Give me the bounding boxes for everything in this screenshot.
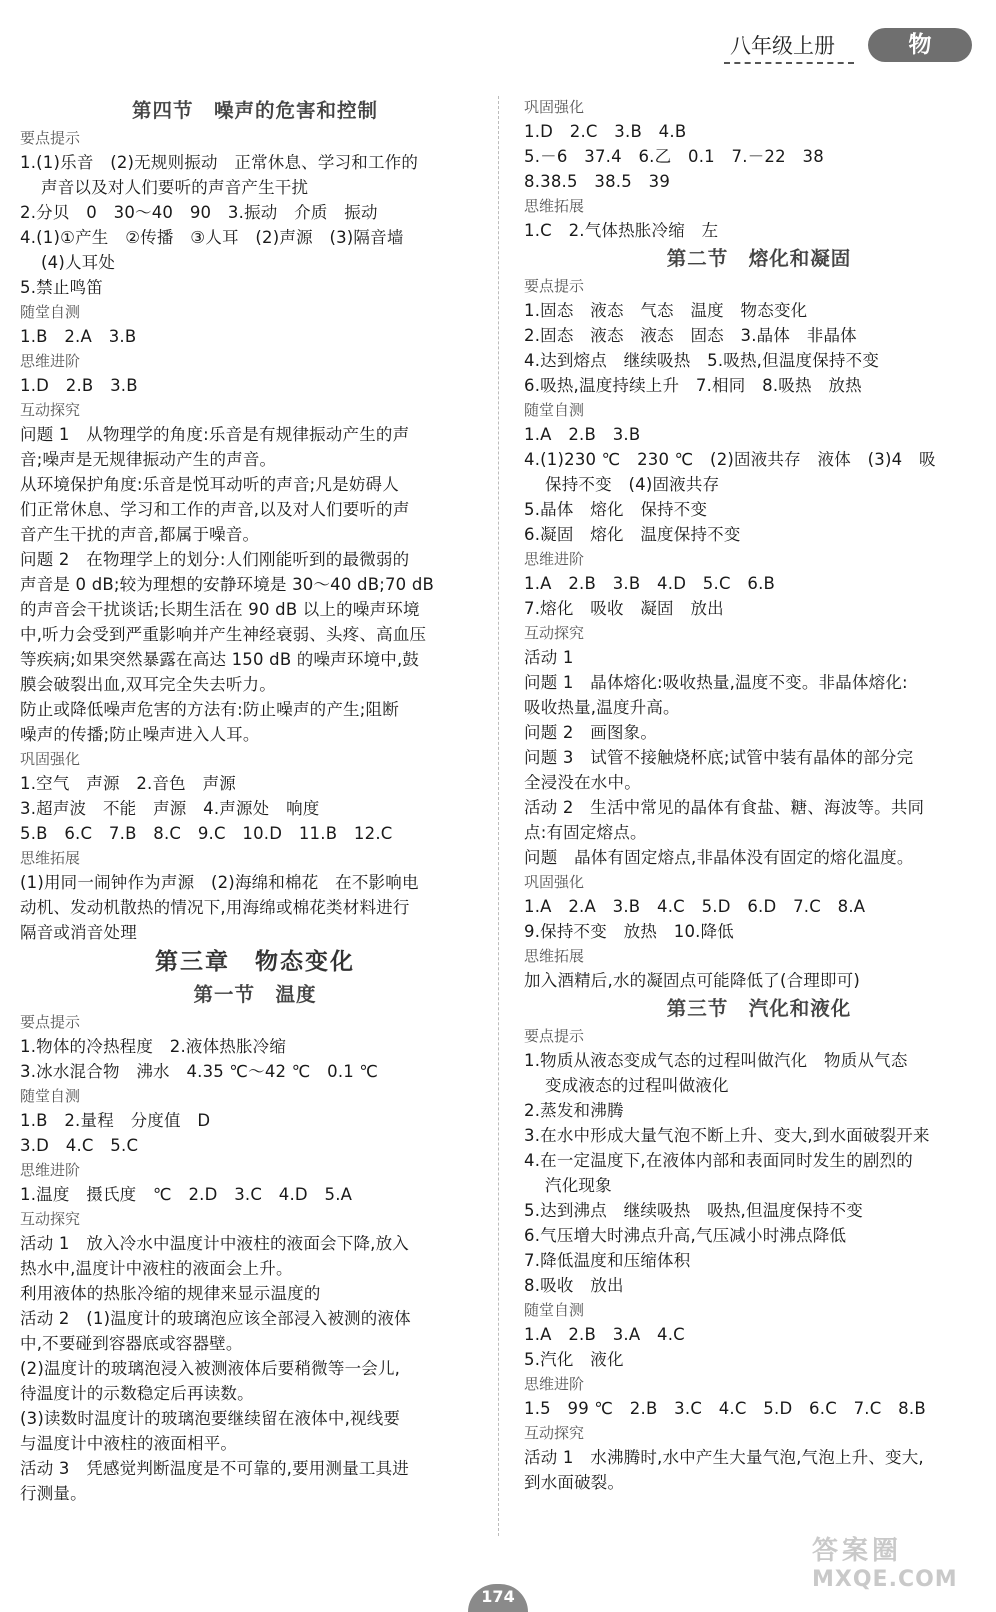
- answer-line: 1.A 2.B 3.B 4.D 5.C 6.B: [524, 574, 776, 593]
- answer-line: 4.(1)①产生 ②传播 ③人耳 (2)声源 (3)隔音墙: [20, 228, 404, 247]
- section-title: 第二节 熔化和凝固: [666, 247, 852, 270]
- answer-line: 8.38.5 38.5 39: [524, 172, 671, 191]
- answer-line: 吸收热量,温度升高。: [524, 698, 680, 717]
- answer-line: 中,不要碰到容器底或容器壁。: [20, 1334, 243, 1353]
- answer-line: 7.熔化 吸收 凝固 放出: [524, 599, 724, 618]
- subsection-label: 互动探究: [20, 1210, 81, 1228]
- answer-line: 们正常休息、学习和工作的声音,以及对人们要听的声: [20, 500, 410, 519]
- answer-line: 2.固态 液态 液态 固态 3.晶体 非晶体: [524, 326, 857, 345]
- answer-line: 活动 1 水沸腾时,水中产生大量气泡,气泡上升、变大,: [524, 1448, 924, 1467]
- answer-line: 中,听力会受到严重影响并产生神经衰弱、头疼、高血压: [20, 625, 427, 644]
- subsection-label: 要点提示: [20, 129, 81, 147]
- answer-line: 6.气压增大时沸点升高,气压减小时沸点降低: [524, 1226, 847, 1245]
- section-title: 第三节 汽化和液化: [666, 997, 852, 1020]
- answer-line: 1.A 2.B 3.B: [524, 425, 641, 444]
- answer-line: 7.降低温度和压缩体积: [524, 1251, 691, 1270]
- answer-line: 待温度计的示数稳定后再读数。: [20, 1384, 254, 1403]
- page-header: [0, 0, 996, 92]
- subject-tab: 物 理: [868, 28, 972, 62]
- answer-line: 5.晶体 熔化 保持不变: [524, 500, 708, 519]
- answer-line: 与温度计中液柱的液面相平。: [20, 1434, 238, 1453]
- answer-line: 热水中,温度计中液柱的液面会上升。: [20, 1259, 293, 1278]
- answer-line: 1.A 2.A 3.B 4.C 5.D 6.D 7.C 8.A: [524, 897, 866, 916]
- answer-line: 4.在一定温度下,在液体内部和表面同时发生的剧烈的: [524, 1151, 913, 1170]
- subsection-label: 思维拓展: [524, 197, 585, 215]
- answer-line-continued: 声音以及对人们要听的声音产生干扰: [41, 178, 309, 197]
- section-title: 第一节 温度: [193, 983, 317, 1006]
- answer-line: (2)温度计的玻璃泡浸入被测液体后要稍微等一会儿,: [20, 1359, 401, 1378]
- answer-line: 1.D 2.C 3.B 4.B: [524, 122, 687, 141]
- answer-line: 的声音会干扰谈话;长期生活在 90 dB 以上的噪声环境: [20, 600, 420, 619]
- answer-line-continued: 保持不变 (4)固液共存: [545, 475, 720, 494]
- subsection-label: 互动探究: [20, 401, 81, 419]
- watermark: [812, 1530, 984, 1592]
- left-column: [20, 95, 490, 1506]
- answer-line: 1.D 2.B 3.B: [20, 376, 138, 395]
- column-divider: [498, 96, 499, 1536]
- answer-line: 活动 2 生活中常见的晶体有食盐、糖、海波等。共同: [524, 798, 925, 817]
- answer-line: 5.禁止鸣笛: [20, 278, 103, 297]
- right-column: [524, 95, 994, 1495]
- answer-line: 声音是 0 dB;较为理想的安静环境是 30～40 dB;70 dB: [20, 575, 435, 594]
- answer-line: 3.超声波 不能 声源 4.声源处 响度: [20, 799, 320, 818]
- answer-line: 防止或降低噪声危害的方法有:防止噪声的产生;阻断: [20, 700, 399, 719]
- answer-line: 到水面破裂。: [524, 1473, 625, 1492]
- answer-line-continued: 汽化现象: [545, 1176, 612, 1195]
- answer-line: 1.温度 摄氏度 ℃ 2.D 3.C 4.D 5.A: [20, 1185, 353, 1204]
- answer-line: 问题 1 晶体熔化:吸收热量,温度不变。非晶体熔化:: [524, 673, 908, 692]
- watermark-bottom: MXQE.COM: [812, 1567, 958, 1592]
- subsection-label: 互动探究: [524, 1424, 585, 1442]
- answer-line: 4.达到熔点 继续吸热 5.吸热,但温度保持不变: [524, 351, 880, 370]
- subsection-label: 巩固强化: [524, 873, 585, 891]
- answer-line-continued: (4)人耳处: [41, 253, 116, 272]
- subsection-label: 互动探究: [524, 624, 585, 642]
- answer-line: 5.－6 37.4 6.乙 0.1 7.－22 38: [524, 147, 824, 166]
- answer-line: 6.凝固 熔化 温度保持不变: [524, 525, 741, 544]
- answer-line: 活动 1: [524, 648, 574, 667]
- answer-line: 隔音或消音处理: [20, 923, 137, 942]
- subsection-label: 巩固强化: [20, 750, 81, 768]
- subsection-label: 思维进阶: [524, 550, 585, 568]
- subsection-label: 随堂自测: [524, 1301, 585, 1319]
- subsection-label: 要点提示: [524, 1027, 585, 1045]
- answer-line: 1.物体的冷热程度 2.液体热胀冷缩: [20, 1037, 287, 1056]
- answer-line: 利用液体的热胀冷缩的规律来显示温度的: [20, 1284, 321, 1303]
- answer-line: 8.吸收 放出: [524, 1276, 624, 1295]
- subsection-label: 随堂自测: [20, 1087, 81, 1105]
- answer-line: 音产生干扰的声音,都属于噪音。: [20, 525, 260, 544]
- answer-line: 1.C 2.气体热胀冷缩 左: [524, 221, 719, 240]
- answer-line: 问题 晶体有固定熔点,非晶体没有固定的熔化温度。: [524, 848, 914, 867]
- subsection-label: 思维拓展: [524, 947, 585, 965]
- answer-line: 3.D 4.C 5.C: [20, 1136, 139, 1155]
- answer-line: 加入酒精后,水的凝固点可能降低了(合理即可): [524, 971, 861, 990]
- subsection-label: 要点提示: [524, 277, 585, 295]
- answer-line: 4.(1)230 ℃ 230 ℃ (2)固液共存 液体 (3)4 吸: [524, 450, 936, 469]
- answer-line: 6.吸热,温度持续上升 7.相同 8.吸热 放热: [524, 376, 862, 395]
- subsection-label: 巩固强化: [524, 98, 585, 116]
- answer-line: 1.A 2.B 3.A 4.C: [524, 1325, 685, 1344]
- answer-line: 1.B 2.量程 分度值 D: [20, 1111, 211, 1130]
- answer-line: 等疾病;如果突然暴露在高达 150 dB 的噪声环境中,鼓: [20, 650, 420, 669]
- answer-line: 行测量。: [20, 1484, 87, 1503]
- answer-line: 动机、发动机散热的情况下,用海绵或棉花类材料进行: [20, 898, 410, 917]
- answer-line: 1.固态 液态 气态 温度 物态变化: [524, 301, 808, 320]
- answer-line: 点:有固定熔点。: [524, 823, 647, 842]
- answer-line: 1.(1)乐音 (2)无规则振动 正常休息、学习和工作的: [20, 153, 419, 172]
- chapter-title: 第三章 物态变化: [155, 949, 355, 975]
- answer-line: 1.5 99 ℃ 2.B 3.C 4.C 5.D 6.C 7.C 8.B: [524, 1399, 926, 1418]
- answer-line: 问题 2 在物理学上的划分:人们刚能听到的最微弱的: [20, 550, 410, 569]
- watermark-top: 答案圈: [812, 1536, 903, 1566]
- subsection-label: 随堂自测: [524, 401, 585, 419]
- answer-line-continued: 变成液态的过程叫做液化: [545, 1076, 729, 1095]
- subsection-label: 思维进阶: [524, 1375, 585, 1393]
- answer-line: 音;噪声是无规律振动产生的声音。: [20, 450, 277, 469]
- answer-line: 问题 3 试管不接触烧杯底;试管中装有晶体的部分完: [524, 748, 914, 767]
- subsection-label: 思维进阶: [20, 1161, 81, 1179]
- grade-label: 八年级上册: [730, 34, 835, 58]
- answer-line: 2.蒸发和沸腾: [524, 1101, 624, 1120]
- page-number: 174: [468, 1584, 528, 1612]
- answer-line: 2.分贝 0 30～40 90 3.振动 介质 振动: [20, 203, 378, 222]
- answer-line: (1)用同一闹钟作为声源 (2)海绵和棉花 在不影响电: [20, 873, 419, 892]
- section-title: 第四节 噪声的危害和控制: [131, 99, 378, 122]
- subsection-label: 随堂自测: [20, 303, 81, 321]
- answer-line: 5.达到沸点 继续吸热 吸热,但温度保持不变: [524, 1201, 863, 1220]
- answer-line: 1.空气 声源 2.音色 声源: [20, 774, 236, 793]
- answer-line: 3.冰水混合物 沸水 4.35 ℃～42 ℃ 0.1 ℃: [20, 1062, 379, 1081]
- answer-line: (3)读数时温度计的玻璃泡要继续留在液体中,视线要: [20, 1409, 401, 1428]
- answer-line: 1.B 2.A 3.B: [20, 327, 137, 346]
- answer-line: 问题 1 从物理学的角度:乐音是有规律振动产生的声: [20, 425, 410, 444]
- answer-line: 5.B 6.C 7.B 8.C 9.C 10.D 11.B 12.C: [20, 824, 393, 843]
- answer-line: 噪声的传播;防止噪声进入人耳。: [20, 725, 260, 744]
- answer-line: 1.物质从液态变成气态的过程叫做汽化 物质从气态: [524, 1051, 908, 1070]
- subsection-label: 思维拓展: [20, 849, 81, 867]
- answer-line: 3.在水中形成大量气泡不断上升、变大,到水面破裂开来: [524, 1126, 930, 1145]
- answer-line: 活动 1 放入冷水中温度计中液柱的液面会下降,放入: [20, 1234, 409, 1253]
- subsection-label: 要点提示: [20, 1013, 81, 1031]
- header-dashed-line: [724, 62, 854, 64]
- answer-line: 问题 2 画图象。: [524, 723, 658, 742]
- answer-line: 活动 3 凭感觉判断温度是不可靠的,要用测量工具进: [20, 1459, 409, 1478]
- answer-line: 膜会破裂出血,双耳完全失去听力。: [20, 675, 276, 694]
- answer-line: 全浸没在水中。: [524, 773, 641, 792]
- answer-line: 5.汽化 液化: [524, 1350, 624, 1369]
- answer-line: 从环境保护角度:乐音是悦耳动听的声音;凡是妨碍人: [20, 475, 399, 494]
- subsection-label: 思维进阶: [20, 352, 81, 370]
- answer-line: 9.保持不变 放热 10.降低: [524, 922, 734, 941]
- answer-line: 活动 2 (1)温度计的玻璃泡应该全部浸入被测的液体: [20, 1309, 411, 1328]
